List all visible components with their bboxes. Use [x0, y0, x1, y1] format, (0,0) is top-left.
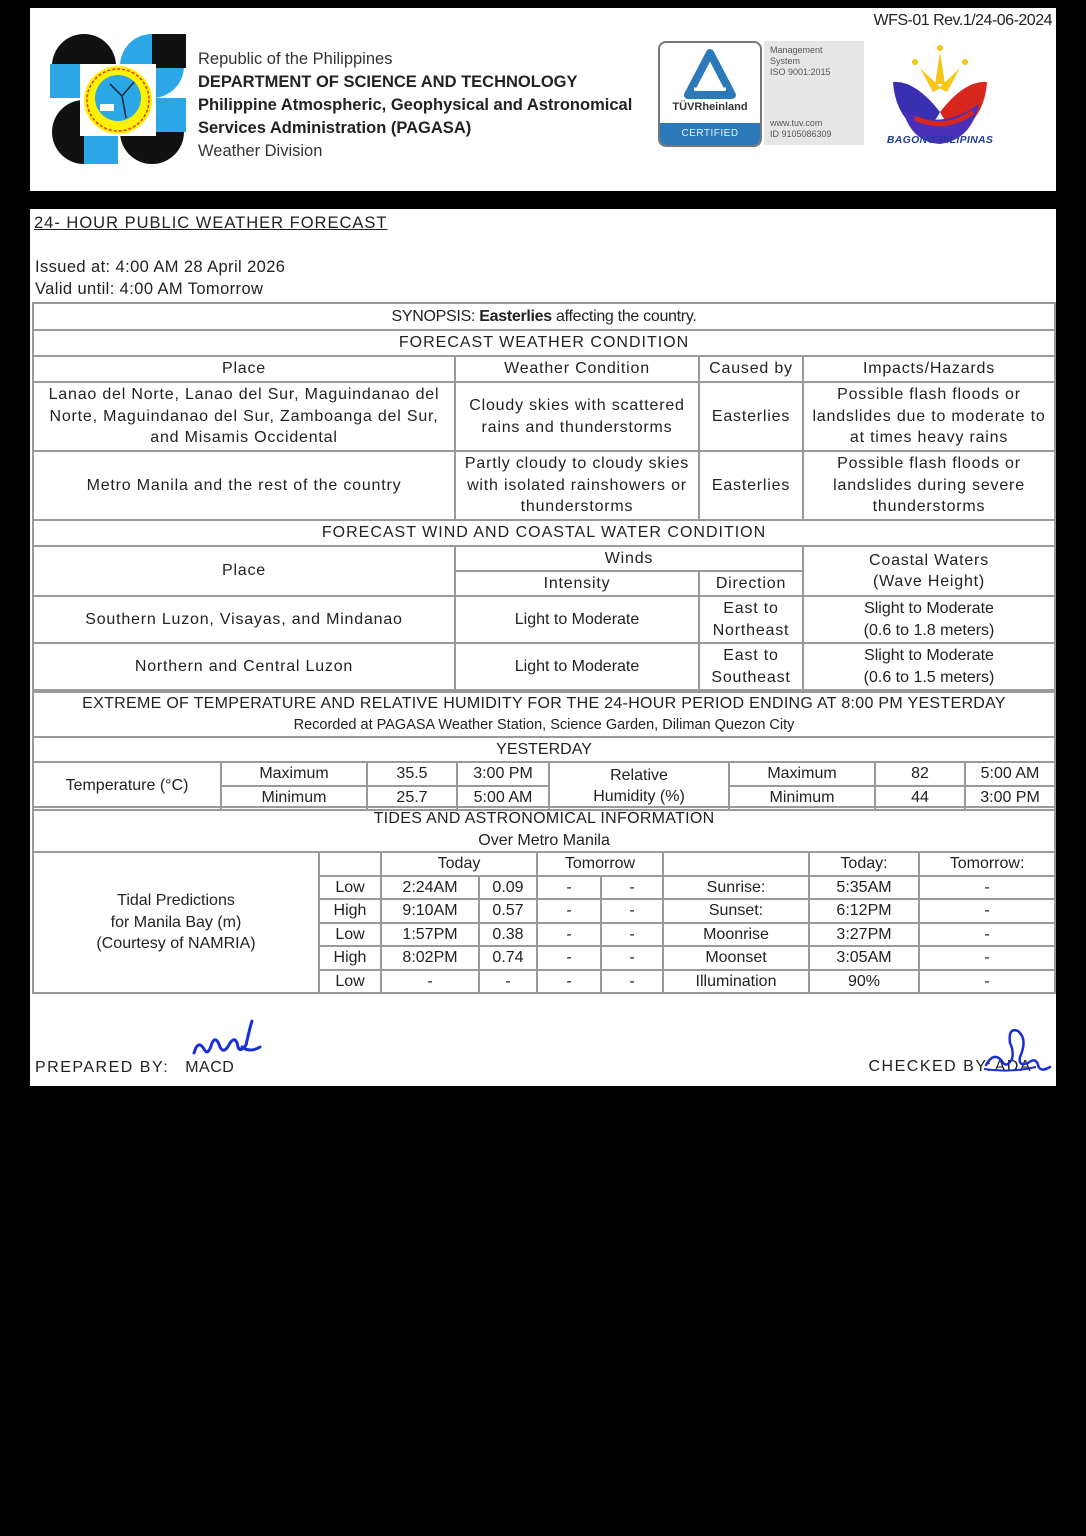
blank-header [319, 852, 381, 876]
col-header-direction: Direction [699, 571, 803, 596]
extremes-subtitle: Recorded at PAGASA Weather Station, Science Garden, Diliman Quezon City [293, 716, 795, 733]
forecast-document [30, 209, 1056, 1086]
wind-place: Northern and Central Luzon [33, 643, 455, 690]
tide-tomorrow-time: - [537, 876, 601, 900]
tide-tomorrow-time: - [537, 946, 601, 970]
table-row [33, 643, 1055, 690]
weather-impacts: Possible flash floods or landslides due to moderate to at times heavy rains [803, 382, 1055, 451]
rh-min-label: Minimum [729, 786, 875, 810]
astro-today: 90% [809, 970, 919, 994]
tide-today-time: 2:24AM [381, 876, 479, 900]
agency-line-2: Services Administration (PAGASA) [198, 119, 472, 137]
blank-header [663, 852, 809, 876]
weather-condition: Partly cloudy to cloudy skies with isolated rainshowers or thunderstorms [455, 451, 699, 520]
synopsis-system: Easterlies [479, 307, 552, 325]
extremes-header [33, 692, 1055, 737]
coastal-header-line-2: (Wave Height) [872, 573, 986, 590]
tuv-brand: TÜVRheinland [672, 101, 748, 113]
tuv-side-line: Management [770, 45, 823, 55]
astro-header-tomorrow: Tomorrow: [919, 852, 1055, 876]
department-line: DEPARTMENT OF SCIENCE AND TECHNOLOGY [198, 73, 578, 91]
col-header-condition: Weather Condition [455, 356, 699, 382]
wind-intensity: Light to Moderate [455, 643, 699, 690]
direction-line-2: Northeast [712, 621, 790, 639]
letterhead [30, 8, 1056, 191]
tide-tomorrow-time: - [537, 899, 601, 923]
wind-direction [699, 643, 803, 690]
section-title-wind: FORECAST WIND AND COASTAL WATER CONDITION [33, 520, 1055, 546]
tide-tomorrow-time: - [537, 923, 601, 947]
tidal-label [33, 852, 319, 993]
humidity-label [549, 762, 729, 810]
astro-label: Illumination [663, 970, 809, 994]
tide-type: Low [319, 923, 381, 947]
tuv-side-footer: ID 9105086309 [770, 129, 832, 139]
tide-today-height: 0.38 [479, 923, 537, 947]
tide-today-time: 9:10AM [381, 899, 479, 923]
tuv-triangle-icon [660, 47, 760, 105]
temp-max-time: 3:00 PM [457, 762, 549, 786]
weather-caused-by: Easterlies [699, 382, 803, 451]
pagasa-logo-icon [50, 34, 186, 164]
prepared-name: MACD [185, 1059, 235, 1076]
astro-tomorrow: - [919, 923, 1055, 947]
checked-name: ADA [994, 1058, 1032, 1075]
prepared-signature-icon [190, 1017, 270, 1061]
tide-type: Low [319, 876, 381, 900]
rh-max-label: Maximum [729, 762, 875, 786]
table-row [33, 596, 1055, 643]
astro-today: 3:27PM [809, 923, 919, 947]
tidal-label-line-3: (Courtesy of NAMRIA) [96, 935, 256, 953]
weather-place: Lanao del Norte, Lanao del Sur, Maguindanao del Norte, Maguindanao del Sur, Zamboanga del Sur, and Misamis Occidental [33, 382, 455, 451]
col-header-place: Place [33, 356, 455, 382]
tide-today-time: 8:02PM [381, 946, 479, 970]
col-header-impacts: Impacts/Hazards [803, 356, 1055, 382]
form-code: WFS-01 Rev.1/24-06-2024 [873, 12, 1052, 29]
division-line: Weather Division [198, 142, 323, 160]
tide-tomorrow-height: - [601, 970, 663, 994]
tuv-side-panel [764, 41, 864, 145]
direction-line-1: East to [723, 600, 779, 617]
synopsis [33, 303, 1055, 330]
weather-place: Metro Manila and the rest of the country [33, 451, 455, 520]
tidal-label-line-2: for Manila Bay (m) [110, 913, 242, 931]
coastal-waters [803, 596, 1055, 643]
tides-subtitle: Over Metro Manila [478, 831, 610, 849]
tide-tomorrow-height: - [601, 876, 663, 900]
col-header-intensity: Intensity [455, 571, 699, 596]
issued-at: Issued at: 4:00 AM 28 April 2026 [35, 258, 286, 276]
astro-tomorrow: - [919, 899, 1055, 923]
agency-block [198, 48, 632, 163]
tuv-side-line: ISO 9001:2015 [770, 67, 831, 77]
col-header-caused-by: Caused by [699, 356, 803, 382]
checked-signature-icon [980, 1021, 1056, 1081]
weather-impacts: Possible flash floods or landslides during severe thunderstorms [803, 451, 1055, 520]
wind-coastal-table [32, 519, 1056, 691]
wind-intensity: Light to Moderate [455, 596, 699, 643]
tide-type: High [319, 899, 381, 923]
tide-today-height: 0.09 [479, 876, 537, 900]
tide-tomorrow-height: - [601, 946, 663, 970]
temp-min-value: 25.7 [367, 786, 457, 810]
astro-tomorrow: - [919, 946, 1055, 970]
astro-today: 6:12PM [809, 899, 919, 923]
direction-line-2: Southeast [711, 668, 791, 686]
wind-place: Southern Luzon, Visayas, and Mindanao [33, 596, 455, 643]
direction-line-1: East to [723, 647, 779, 664]
tide-today-time: - [381, 970, 479, 994]
rh-max-time: 5:00 AM [965, 762, 1055, 786]
temp-max-value: 35.5 [367, 762, 457, 786]
coastal-header-line-1: Coastal Waters [869, 551, 989, 569]
temperature-label: Temperature (°C) [33, 762, 221, 810]
astro-label: Moonset [663, 946, 809, 970]
table-row [33, 382, 1055, 451]
rh-min-value: 44 [875, 786, 965, 810]
bagong-pilipinas-label: BAGONG PILIPINAS [886, 134, 994, 146]
prepared-label: PREPARED BY: [35, 1059, 170, 1076]
prepared-by [35, 1059, 234, 1077]
astro-label: Sunset: [663, 899, 809, 923]
tide-today-height: - [479, 970, 537, 994]
col-header-winds: Winds [455, 546, 803, 571]
astro-tomorrow: - [919, 970, 1055, 994]
weather-condition: Cloudy skies with scattered rains and thunderstorms [455, 382, 699, 451]
tide-tomorrow-time: - [537, 970, 601, 994]
synopsis-rest: affecting the country. [556, 307, 697, 325]
astro-header-today: Today: [809, 852, 919, 876]
temp-min-label: Minimum [221, 786, 367, 810]
section-title-weather: FORECAST WEATHER CONDITION [33, 330, 1055, 356]
synopsis-row [33, 303, 1055, 330]
tuv-side-footer: www.tuv.com [770, 118, 823, 128]
tide-tomorrow-height: - [601, 899, 663, 923]
coastal-line-1: Slight to Moderate [864, 600, 994, 617]
agency-line-1: Philippine Atmospheric, Geophysical and Astronomical [198, 96, 633, 114]
republic-line: Republic of the Philippines [198, 50, 393, 68]
coastal-line-1: Slight to Moderate [864, 647, 994, 664]
coastal-line-2: (0.6 to 1.5 meters) [863, 668, 995, 686]
humidity-label-line-2: Humidity (%) [593, 788, 685, 805]
col-header-tomorrow: Tomorrow [537, 852, 663, 876]
weather-condition-table [32, 302, 1056, 521]
tides-title: TIDES AND ASTRONOMICAL INFORMATION [373, 810, 715, 827]
humidity-label-line-1: Relative [610, 766, 668, 784]
extremes-period: YESTERDAY [33, 737, 1055, 762]
tide-tomorrow-height: - [601, 923, 663, 947]
wind-direction [699, 596, 803, 643]
astro-today: 5:35AM [809, 876, 919, 900]
table-row [33, 451, 1055, 520]
astro-tomorrow: - [919, 876, 1055, 900]
tidal-label-line-1: Tidal Predictions [117, 892, 235, 910]
tide-today-height: 0.74 [479, 946, 537, 970]
rh-max-value: 82 [875, 762, 965, 786]
checked-label: CHECKED BY: [868, 1058, 993, 1075]
rh-min-time: 3:00 PM [965, 786, 1055, 810]
coastal-line-2: (0.6 to 1.8 meters) [863, 621, 995, 639]
tuv-certification-badge [658, 41, 864, 145]
tide-type: High [319, 946, 381, 970]
extremes-title: EXTREME OF TEMPERATURE AND RELATIVE HUMIDITY FOR THE 24-HOUR PERIOD ENDING AT 8:00 PM YESTERDAY [82, 695, 1006, 712]
tide-today-height: 0.57 [479, 899, 537, 923]
tides-astro-table [32, 806, 1056, 994]
col-header-coastal [803, 546, 1055, 596]
synopsis-label: SYNOPSIS: [391, 307, 476, 325]
col-header-today: Today [381, 852, 537, 876]
tides-header [33, 807, 1055, 852]
tuv-side-line: System [770, 56, 801, 66]
valid-until: Valid until: 4:00 AM Tomorrow [35, 280, 264, 298]
temp-min-time: 5:00 AM [457, 786, 549, 810]
weather-caused-by: Easterlies [699, 451, 803, 520]
col-header-place: Place [33, 546, 455, 596]
coastal-waters [803, 643, 1055, 690]
weather-header-row [33, 356, 1055, 382]
tuv-logo [658, 41, 762, 147]
temp-max-label: Maximum [221, 762, 367, 786]
astro-label: Sunrise: [663, 876, 809, 900]
astro-today: 3:05AM [809, 946, 919, 970]
tide-today-time: 1:57PM [381, 923, 479, 947]
extremes-table [32, 691, 1056, 811]
tide-type: Low [319, 970, 381, 994]
page-title: 24- HOUR PUBLIC WEATHER FORECAST [34, 214, 388, 232]
tuv-certified: CERTIFIED [660, 123, 760, 145]
astro-label: Moonrise [663, 923, 809, 947]
table-row [33, 762, 1055, 786]
